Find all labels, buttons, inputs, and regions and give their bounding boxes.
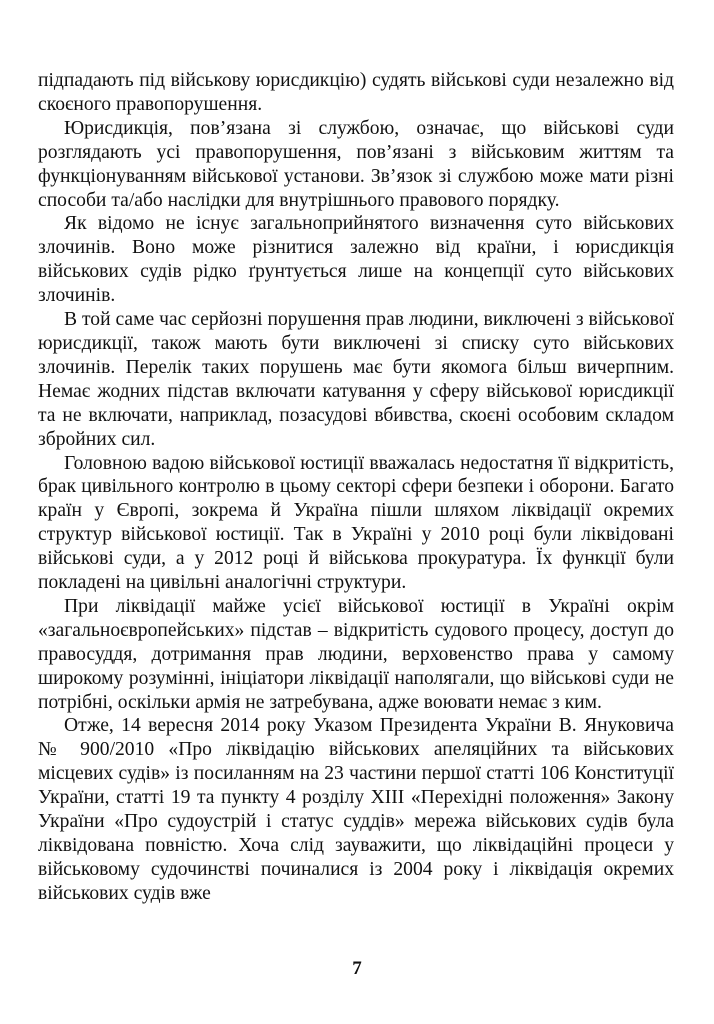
paragraph-continuation: підпадають під військову юрисдикцію) судять військові суди незалежно від скоєного правопорушення. [38, 70, 674, 115]
paragraph-service-jurisdiction: Юрисдикція, пов’язана зі службою, означає, що військові суди розглядають усі правопорушення, пов’язані з військовим життям та функціонуванням військової установи. Зв’язок зі службою може мати різні способи та/або наслідки для внутрішнього правового порядку. [38, 117, 674, 211]
body-text [38, 69, 674, 906]
paragraph-presidential-decree: Отже, 14 вересня 2014 року Указом Президента України В. Януковича № 900/2010 «Про ліквідацію військових апеляційних та військових місцевих судів» із посиланням на 23 частини першої статті 106 Конституції України, статті 19 та пункту 4 розділу XIII «Перехідні положення» Закону України «Про судоустрій і статус суддів» мережа військових судів була ліквідована повністю. Хоча слід зауважити, що ліквідаційні процеси у військовому судочинстві починалися із 2004 року і ліквідація окремих військових судів вже [38, 715, 674, 904]
paragraph-human-rights-violations: В той саме час серйозні порушення прав людини, виключені з військової юрисдикції, також мають бути виключені зі списку суто військових злочинів. Перелік таких порушень має бути якомога більш вичерпним. Немає жодних підстав включати катування у сферу військової юрисдикції та не включати, наприклад, позасудові вбивства, скоєні особовим складом збройних сил. [38, 309, 674, 450]
paragraph-liquidation-grounds: При ліквідації майже усієї військової юстиції в Україні окрім «загальноєвропейських» підстав – відкритість судового процесу, доступ до правосуддя, дотримання прав людини, верховенство права у самому широкому розумінні, ініціатори ліквідації наполягали, що військові суди не потрібні, оскільки армія не затребувана, адже воювати немає з ким. [38, 595, 674, 713]
paragraph-military-crimes-definition: Як відомо не існує загальноприйнятого визначення суто військових злочинів. Воно може різнитися залежно від країни, і юрисдикція військових судів рідко ґрунтується лише на концепції суто військових злочинів. [38, 213, 674, 307]
page-number: 7 [352, 958, 362, 979]
paragraph-military-justice-drawback: Головною вадою військової юстиції вважалась недостатня її відкритість, брак цивільного контролю в цьому секторі сфери безпеки і оборони. Багато країн у Європі, зокрема й Україна пішли шляхом ліквідації окремих структур військової юстиції. Так в Україні у 2010 році були ліквідовані військові суди, а у 2012 році й військова прокуратура. Їх функції були покладені на цивільні аналогічні структури. [38, 452, 674, 594]
